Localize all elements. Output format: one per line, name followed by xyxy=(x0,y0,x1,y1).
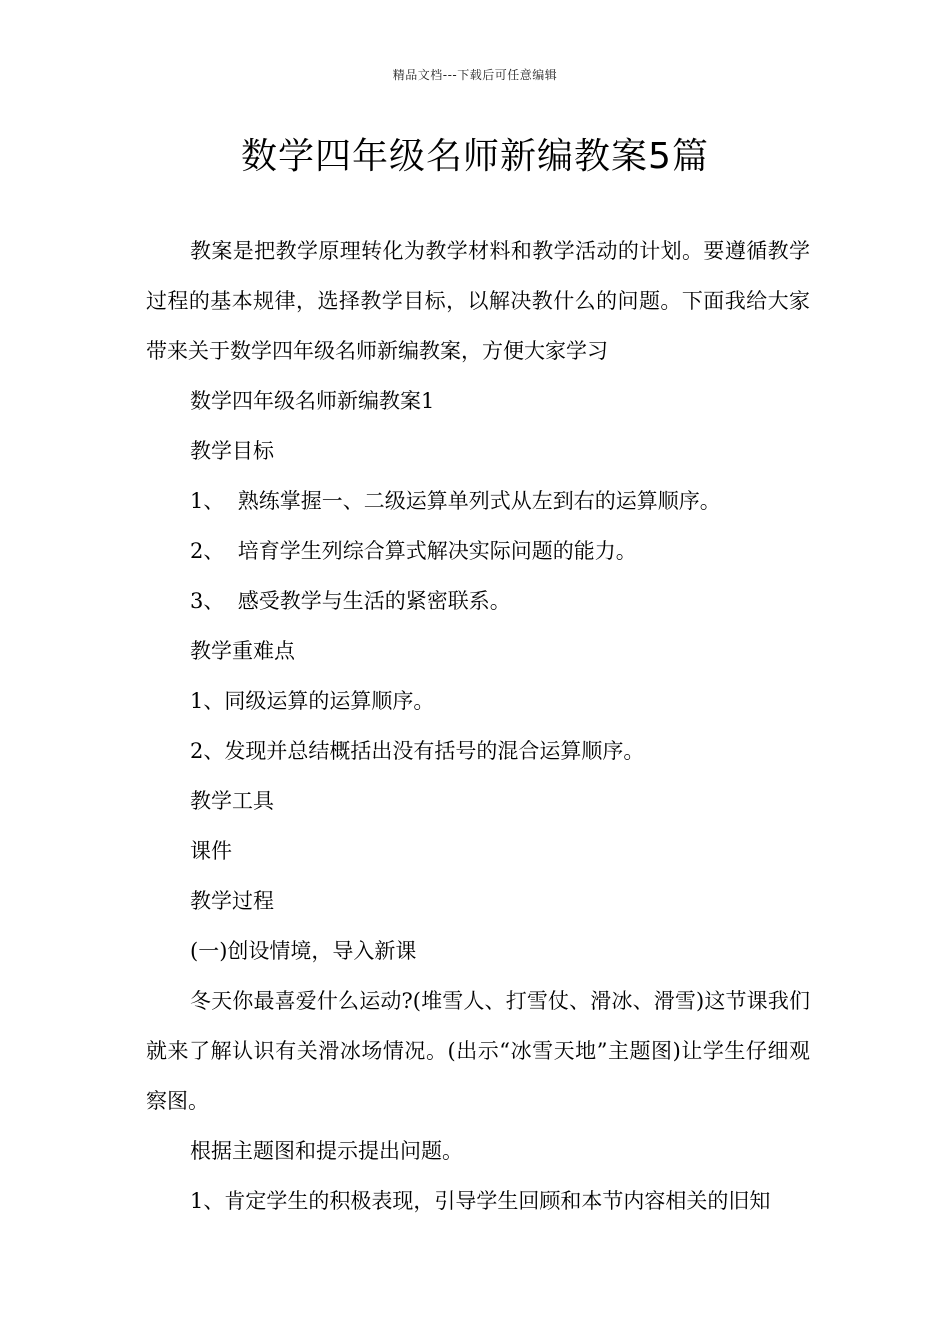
header-note: 精品文档---下载后可任意编辑 xyxy=(392,68,558,82)
intro-paragraph: 教案是把教学原理转化为教学材料和教学活动的计划。要遵循教学过程的基本规律，选择教学目标，以解决教什么的问题。下面我给大家带来关于数学四年级名师新编教案，方便大家学习 xyxy=(146,239,810,363)
process-paragraph-questions: 根据主题图和提示提出问题。 xyxy=(190,1139,463,1163)
heading-key-difficulties: 教学重难点 xyxy=(190,639,295,663)
difficulty-item-2: 2、发现并总结概括出没有括号的混合运算顺序。 xyxy=(190,739,645,763)
process-paragraph-winter: 冬天你最喜爱什么运动?(堆雪人、打雪仗、滑冰、滑雪)这节课我们就来了解认识有关滑冰场情况。(出示“冰雪天地”主题图)让学生仔细观察图。 xyxy=(146,989,810,1113)
difficulty-item-1: 1、同级运算的运算顺序。 xyxy=(190,689,435,713)
objective-item-3: 3、 感受教学与生活的紧密联系。 xyxy=(190,589,511,613)
tools-courseware: 课件 xyxy=(190,839,232,863)
heading-teaching-objectives: 教学目标 xyxy=(190,439,274,463)
section-heading-lesson-1: 数学四年级名师新编教案1 xyxy=(190,389,435,413)
document-body xyxy=(146,226,810,1226)
heading-teaching-tools: 教学工具 xyxy=(190,789,274,813)
process-item-1: 1、肯定学生的积极表现，引导学生回顾和本节内容相关的旧知 xyxy=(190,1189,771,1213)
process-step-1-heading: (一)创设情境，导入新课 xyxy=(190,939,417,963)
objective-item-1: 1、 熟练掌握一、二级运算单列式从左到右的运算顺序。 xyxy=(190,489,721,513)
heading-teaching-process: 教学过程 xyxy=(190,889,274,913)
document-title: 数学四年级名师新编教案5篇 xyxy=(241,136,709,177)
objective-item-2: 2、 培育学生列综合算式解决实际问题的能力。 xyxy=(190,539,637,563)
